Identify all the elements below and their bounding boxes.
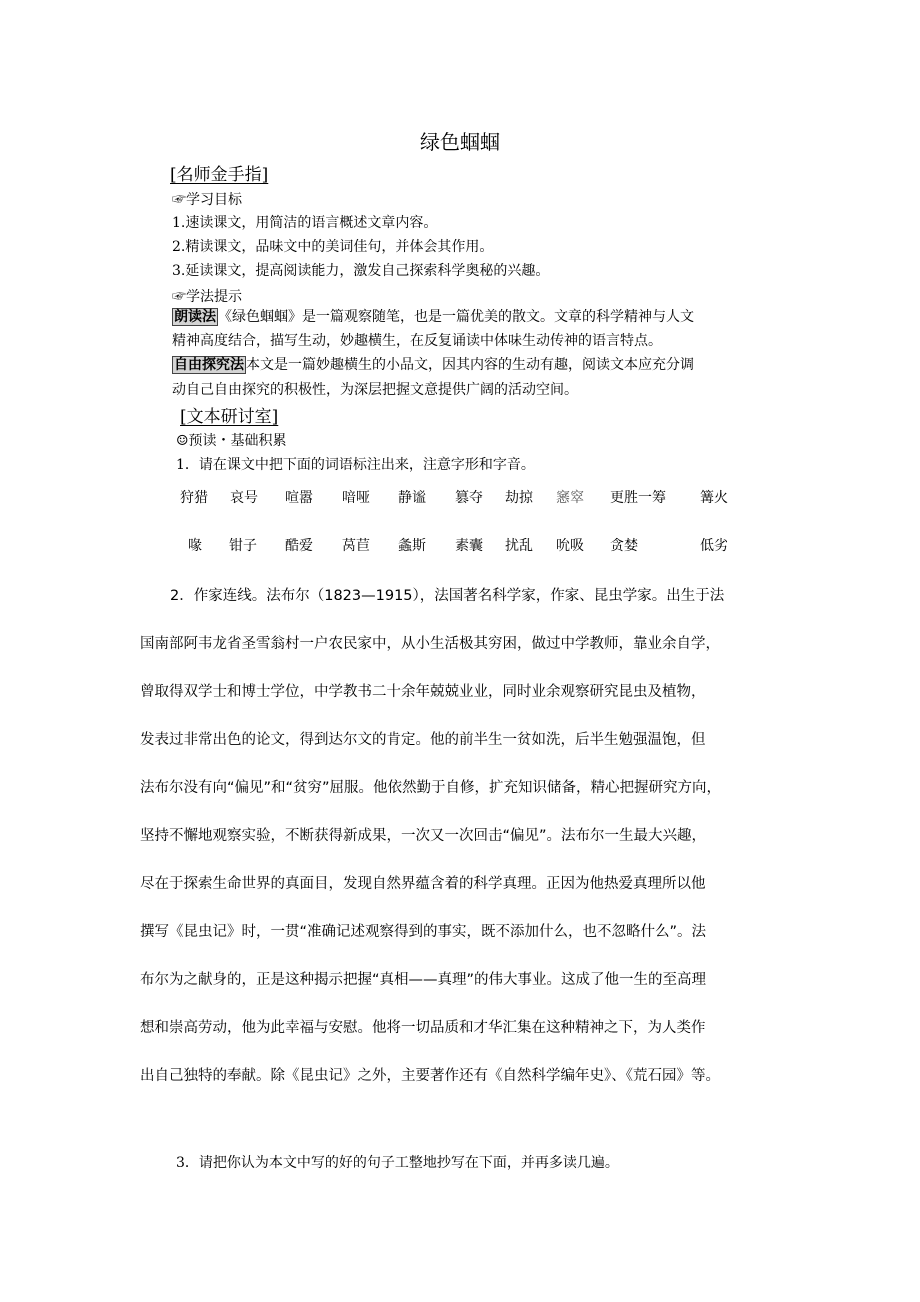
author-bio-line: 法布尔没有向“偏见”和“贫穷”屈服。他依然勤于自修，扩充知识储备，精心把握研究方向， — [140, 780, 722, 796]
method-paragraph-reading — [172, 306, 694, 326]
vocab-word: 篝火 — [700, 490, 728, 506]
vocab-row-2 — [0, 535, 920, 555]
vocab-word: 吮吸 — [556, 538, 584, 554]
method-paragraph-inquiry — [172, 354, 694, 374]
vocab-word: 贪婪 — [610, 538, 638, 554]
method-label-inquiry: 自由探究法 — [174, 357, 244, 373]
methods-heading: ☞学法提示 — [172, 289, 242, 305]
author-bio-line: 尽在于探索生命世界的真面目，发现自然界蕴含着的科学真理。正因为他热爱真理所以他 — [140, 876, 706, 892]
vocab-word: 酷爱 — [285, 538, 313, 554]
goal-item: 3.延读课文，提高阅读能力，激发自己探索科学奥秘的兴趣。 — [172, 263, 550, 279]
author-bio-line: 想和崇高劳动，他为此幸福与安慰。他将一切品质和才华汇集在这种精神之下，为人类作 — [140, 1020, 706, 1036]
vocab-word: 螽斯 — [398, 538, 426, 554]
method-label-reading: 朗读法 — [174, 309, 216, 325]
method-text-continued: 精神高度结合，描写生动，妙趣横生，在反复诵读中体味生动传神的语言特点。 — [172, 333, 662, 349]
question-3: 3．请把你认为本文中写的好的句子工整地抄写在下面，并再多读几遍。 — [176, 1155, 619, 1171]
vocab-word: 喑哑 — [342, 490, 370, 506]
author-bio-line: 撰写《昆虫记》时，一贯“准确记述观察得到的事实，既不添加什么，也不忽略什么”。法 — [140, 924, 707, 940]
preview-heading: ☺预读・基础积累 — [176, 433, 287, 449]
vocab-row-1 — [0, 487, 920, 507]
vocab-word: 莴苣 — [342, 538, 370, 554]
goal-item: 2.精读课文，品味文中的美词佳句，并体会其作用。 — [172, 239, 494, 255]
vocab-word: 哀号 — [230, 490, 258, 506]
method-text-continued: 动自己自由探究的积极性，为深层把握文意提供广阔的活动空间。 — [172, 382, 578, 398]
method-text: 《绿色蝈蝈》是一篇观察随笔，也是一篇优美的散文。文章的科学精神与人文 — [218, 309, 694, 325]
author-bio-line: 曾取得双学士和博士学位，中学教书二十余年兢兢业业，同时业余观察研究昆虫及植物， — [140, 684, 706, 700]
vocab-word: 喙 — [188, 538, 202, 554]
method-text: 本文是一篇妙趣横生的小品文，因其内容的生动有趣，阅读文本应充分调 — [246, 357, 694, 373]
vocab-word: 更胜一筹 — [610, 490, 666, 506]
section-heading-study: [文本研讨室] — [180, 407, 279, 427]
author-bio-line: 国南部阿韦龙省圣雪翁村一户农民家中，从小生活极其穷困，做过中学教师，靠业余自学， — [140, 636, 720, 652]
section-heading-tips: [名师金手指] — [170, 165, 269, 185]
vocab-word: 喧嚣 — [285, 490, 313, 506]
vocab-word: 静谧 — [398, 490, 426, 506]
vocab-word: 扰乱 — [505, 538, 533, 554]
author-bio-line: 坚持不懈地观察实验，不断获得新成果，一次又一次回击“偏见”。法布尔一生最大兴趣， — [140, 828, 707, 844]
vocab-word: 钳子 — [229, 538, 257, 554]
author-bio-line: 2．作家连线。法布尔（1823—1915），法国著名科学家，作家、昆虫学家。出生于法 — [170, 588, 725, 604]
vocab-word: 窸窣 — [556, 490, 584, 506]
vocab-word: 素囊 — [455, 538, 483, 554]
author-bio-line: 布尔为之献身的，正是这种揭示把握“真相——真理”的伟大事业。这成了他一生的至高理 — [140, 972, 707, 988]
author-bio-line: 发表过非常出色的论文，得到达尔文的肯定。他的前半生一贫如洗，后半生勉强温饱，但 — [140, 732, 706, 748]
vocab-word: 低劣 — [700, 538, 728, 554]
goal-item: 1.速读课文，用简洁的语言概述文章内容。 — [172, 215, 438, 231]
author-bio-line: 出自己独特的奉献。除《昆虫记》之外，主要著作还有《自然科学编年史》、《荒石园》等。 — [140, 1068, 720, 1084]
vocab-word: 狩猎 — [180, 490, 208, 506]
page-title: 绿色蝈蝈 — [420, 130, 500, 154]
vocab-word: 劫掠 — [505, 490, 533, 506]
goals-heading: ☞学习目标 — [172, 192, 242, 208]
vocab-word: 篡夺 — [455, 490, 483, 506]
question-1: 1．请在课文中把下面的词语标注出来，注意字形和字音。 — [176, 457, 535, 473]
